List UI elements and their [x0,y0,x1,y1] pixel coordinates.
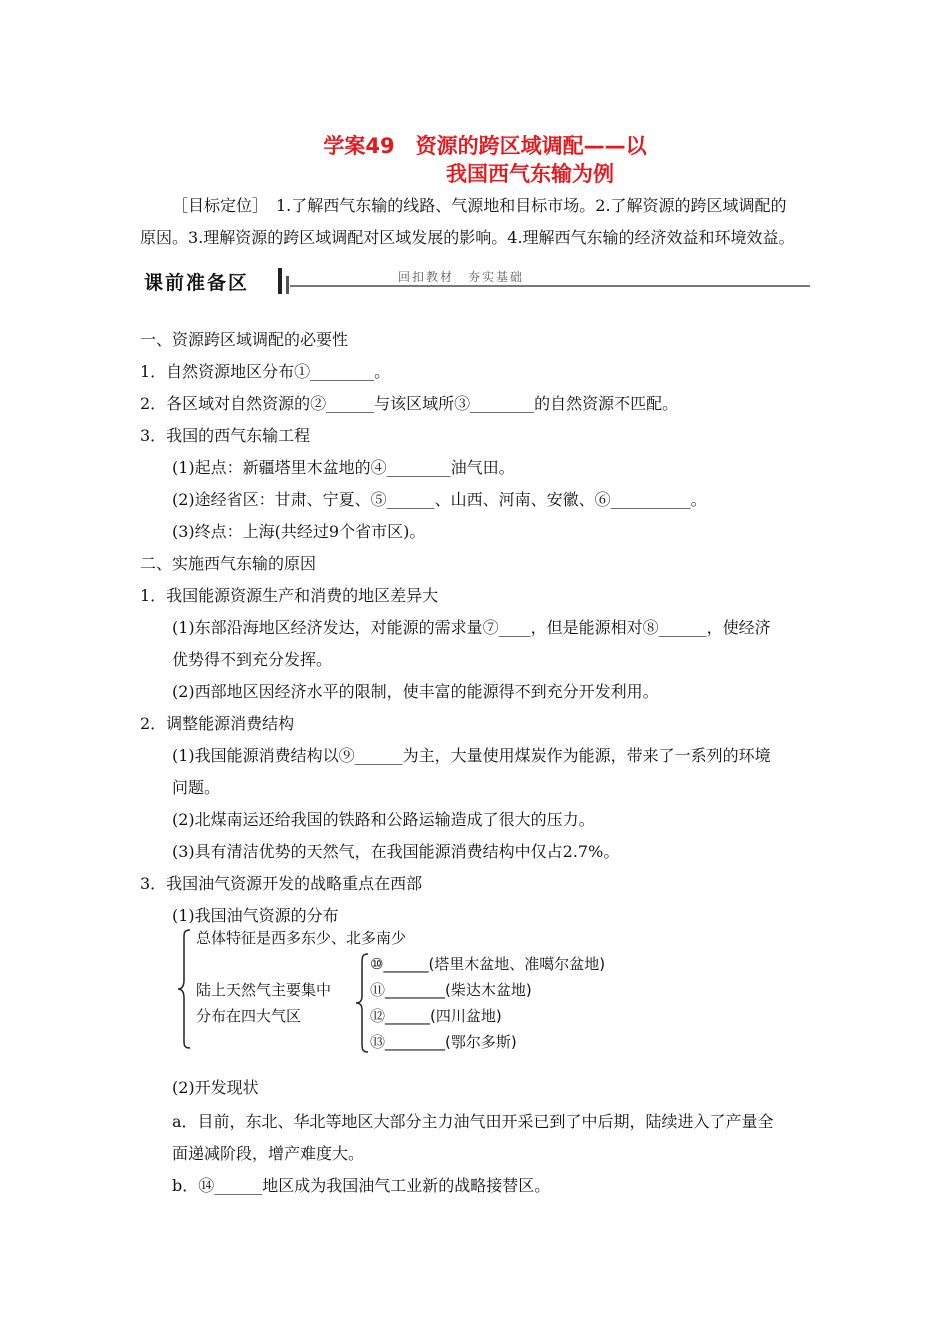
section-banner [140,266,810,296]
list-item: 3．我国油气资源开发的战略重点在西部 [140,874,423,893]
banner-rule [290,285,810,287]
list-item: (3)终点：上海(共经过9个省市区)。 [172,522,426,541]
doc-title-line1: 学案49 资源的跨区域调配——以 [323,134,647,158]
list-item: 问题。 [172,778,221,797]
goals-line2: 原因。3.理解资源的跨区域调配对区域发展的影响。4.理解西气东输的经济效益和环境效益。 [140,228,795,247]
banner-divider-thin [286,276,289,294]
list-item: 面递减阶段，增产难度大。 [172,1144,365,1163]
list-item: (3)具有清洁优势的天然气，在我国能源消费结构中仅占2.7%。 [172,842,620,861]
list-item: b．⑭______地区成为我国油气工业新的战略接替区。 [172,1176,551,1195]
doc-title-line2: 我国西气东输为例 [446,162,614,186]
list-item: (1)起点：新疆塔里木盆地的④________油气田。 [172,458,515,477]
list-item: a．目前，东北、华北等地区大部分主力油气田开采已到了中后期，陆续进入了产量全 [172,1112,774,1131]
list-item: (1)东部沿海地区经济发达，对能源的需求量⑦____，但是能源相对⑧______，使经济 [172,618,771,637]
list-item: (2)北煤南运还给我国的铁路和公路运输造成了很大的压力。 [172,810,595,829]
list-item: 优势得不到充分发挥。 [172,650,333,669]
list-item: 3．我国的西气东输工程 [140,426,311,445]
banner-divider [278,268,282,294]
goals-line1: ［目标定位］ 1.了解西气东输的线路、气源地和目标市场。2.了解资源的跨区域调配的 [172,196,787,215]
list-item: (2)西部地区因经济水平的限制，使丰富的能源得不到充分开发利用。 [172,682,659,701]
banner-subtitle: 回扣教材 夯实基础 [398,270,525,284]
diagram-item: ⑫______(四川盆地) [370,1007,502,1025]
outer-brace-icon [176,928,196,1050]
diagram-left-line2: 分布在四大气区 [196,1007,302,1025]
diagram-top-label: 总体特征是西多东少、北多南少 [196,929,407,947]
list-item: 1．我国能源资源生产和消费的地区差异大 [140,586,439,605]
diagram-item: ⑬________(鄂尔多斯) [370,1033,517,1051]
list-item: (2)开发现状 [172,1078,259,1097]
list-item: (1)我国油气资源的分布 [172,906,339,925]
diagram-item: ⑩______(塔里木盆地、准噶尔盆地) [370,955,606,973]
section-heading: 二、实施西气东输的原因 [140,554,317,573]
banner-label: 课前准备区 [144,272,250,294]
diagram-item: ⑪________(柴达木盆地) [370,981,532,999]
list-item: (1)我国能源消费结构以⑨______为主，大量使用煤炭作为能源，带来了一系列的环境 [172,746,771,765]
list-item: 2．各区域对自然资源的②______与该区域所③________的自然资源不匹配。 [140,394,679,413]
list-item: (2)途经省区：甘肃、宁夏、⑤______、山西、河南、安徽、⑥__________。 [172,490,707,509]
section-heading: 一、资源跨区域调配的必要性 [140,330,349,349]
list-item: 2．调整能源消费结构 [140,714,295,733]
diagram-left-line1: 陆上天然气主要集中 [196,981,332,999]
list-item: 1．自然资源地区分布①________。 [140,362,391,381]
